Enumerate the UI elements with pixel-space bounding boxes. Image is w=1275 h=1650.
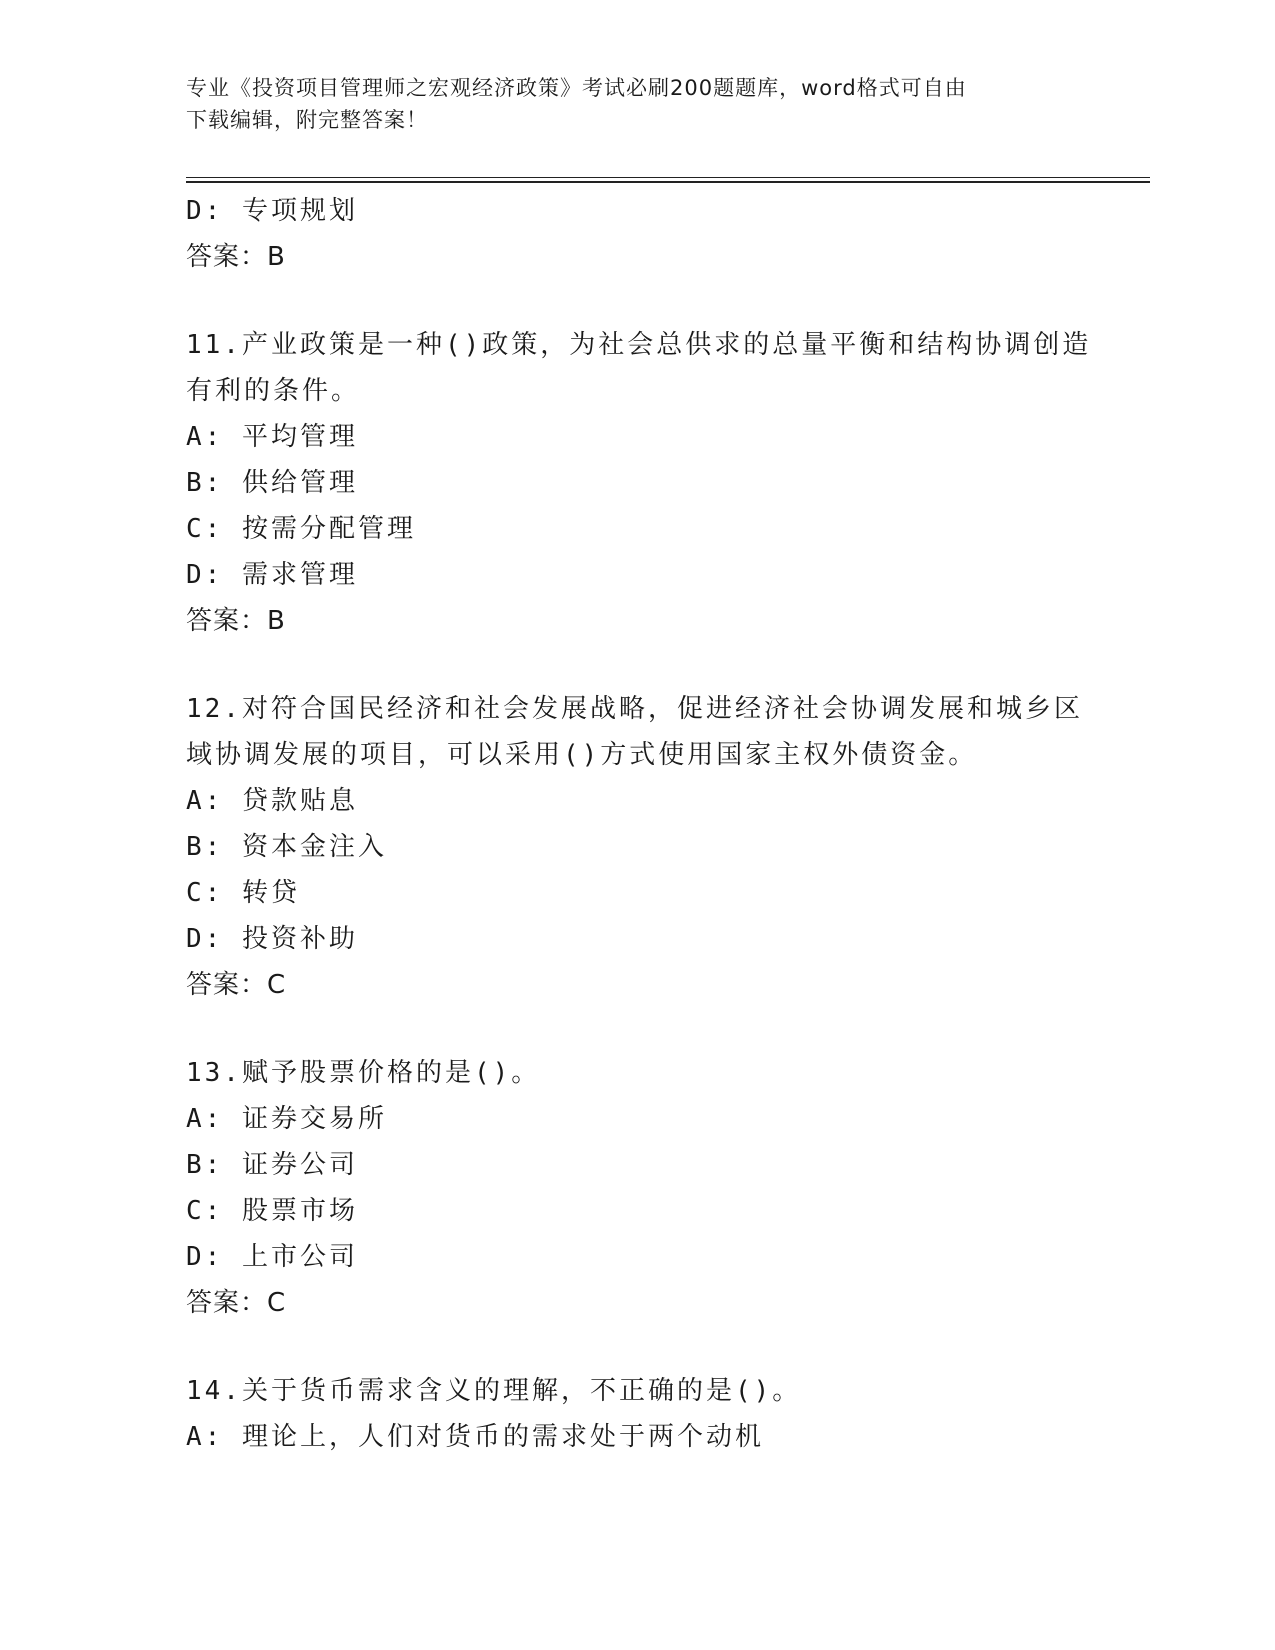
- option-a: A: 理论上，人们对货币的需求处于两个动机: [186, 1422, 764, 1452]
- header-rule-thin: [186, 177, 1150, 178]
- question-11: [186, 322, 1092, 644]
- header-title-line-1: 专业《投资项目管理师之宏观经济政策》考试必刷200题题库，word格式可自由: [186, 76, 967, 100]
- option-d: D: 需求管理: [186, 560, 358, 590]
- question-stem-line: 12.对符合国民经济和社会发展战略，促进经济社会协调发展和城乡区: [186, 694, 1083, 724]
- question-13: [186, 1050, 1086, 1326]
- question-stem-line: 11.产业政策是一种()政策，为社会总供求的总量平衡和结构协调创造: [186, 330, 1092, 360]
- option-d: D: 投资补助: [186, 924, 358, 954]
- question-12: [186, 686, 1086, 1008]
- option-b: B: 资本金注入: [186, 832, 387, 862]
- question-stem-line: 14.关于货币需求含义的理解，不正确的是()。: [186, 1376, 802, 1406]
- answer-line: 答案：C: [186, 970, 287, 1000]
- document-header: [186, 72, 1086, 136]
- question-stem-line: 域协调发展的项目，可以采用()方式使用国家主权外债资金。: [186, 740, 978, 770]
- option-b: B: 证券公司: [186, 1150, 358, 1180]
- question-list: [186, 188, 1092, 1460]
- previous-question-tail: [186, 188, 1086, 280]
- option-a: A: 贷款贴息: [186, 786, 358, 816]
- option-d: D: 专项规划: [186, 196, 358, 226]
- header-title-line-2: 下载编辑，附完整答案！: [186, 108, 428, 132]
- option-c: C: 股票市场: [186, 1196, 358, 1226]
- option-b: B: 供给管理: [186, 468, 358, 498]
- option-a: A: 平均管理: [186, 422, 358, 452]
- question-stem-line: 13.赋予股票价格的是()。: [186, 1058, 541, 1088]
- answer-line: 答案：B: [186, 606, 286, 636]
- header-rule-thick: [186, 181, 1150, 183]
- option-d: D: 上市公司: [186, 1242, 358, 1272]
- question-stem-line: 有利的条件。: [186, 376, 361, 406]
- answer-line: 答案：B: [186, 242, 286, 272]
- option-a: A: 证券交易所: [186, 1104, 387, 1134]
- option-c: C: 按需分配管理: [186, 514, 416, 544]
- option-c: C: 转贷: [186, 878, 300, 908]
- question-14: [186, 1368, 1086, 1460]
- answer-line: 答案：C: [186, 1288, 287, 1318]
